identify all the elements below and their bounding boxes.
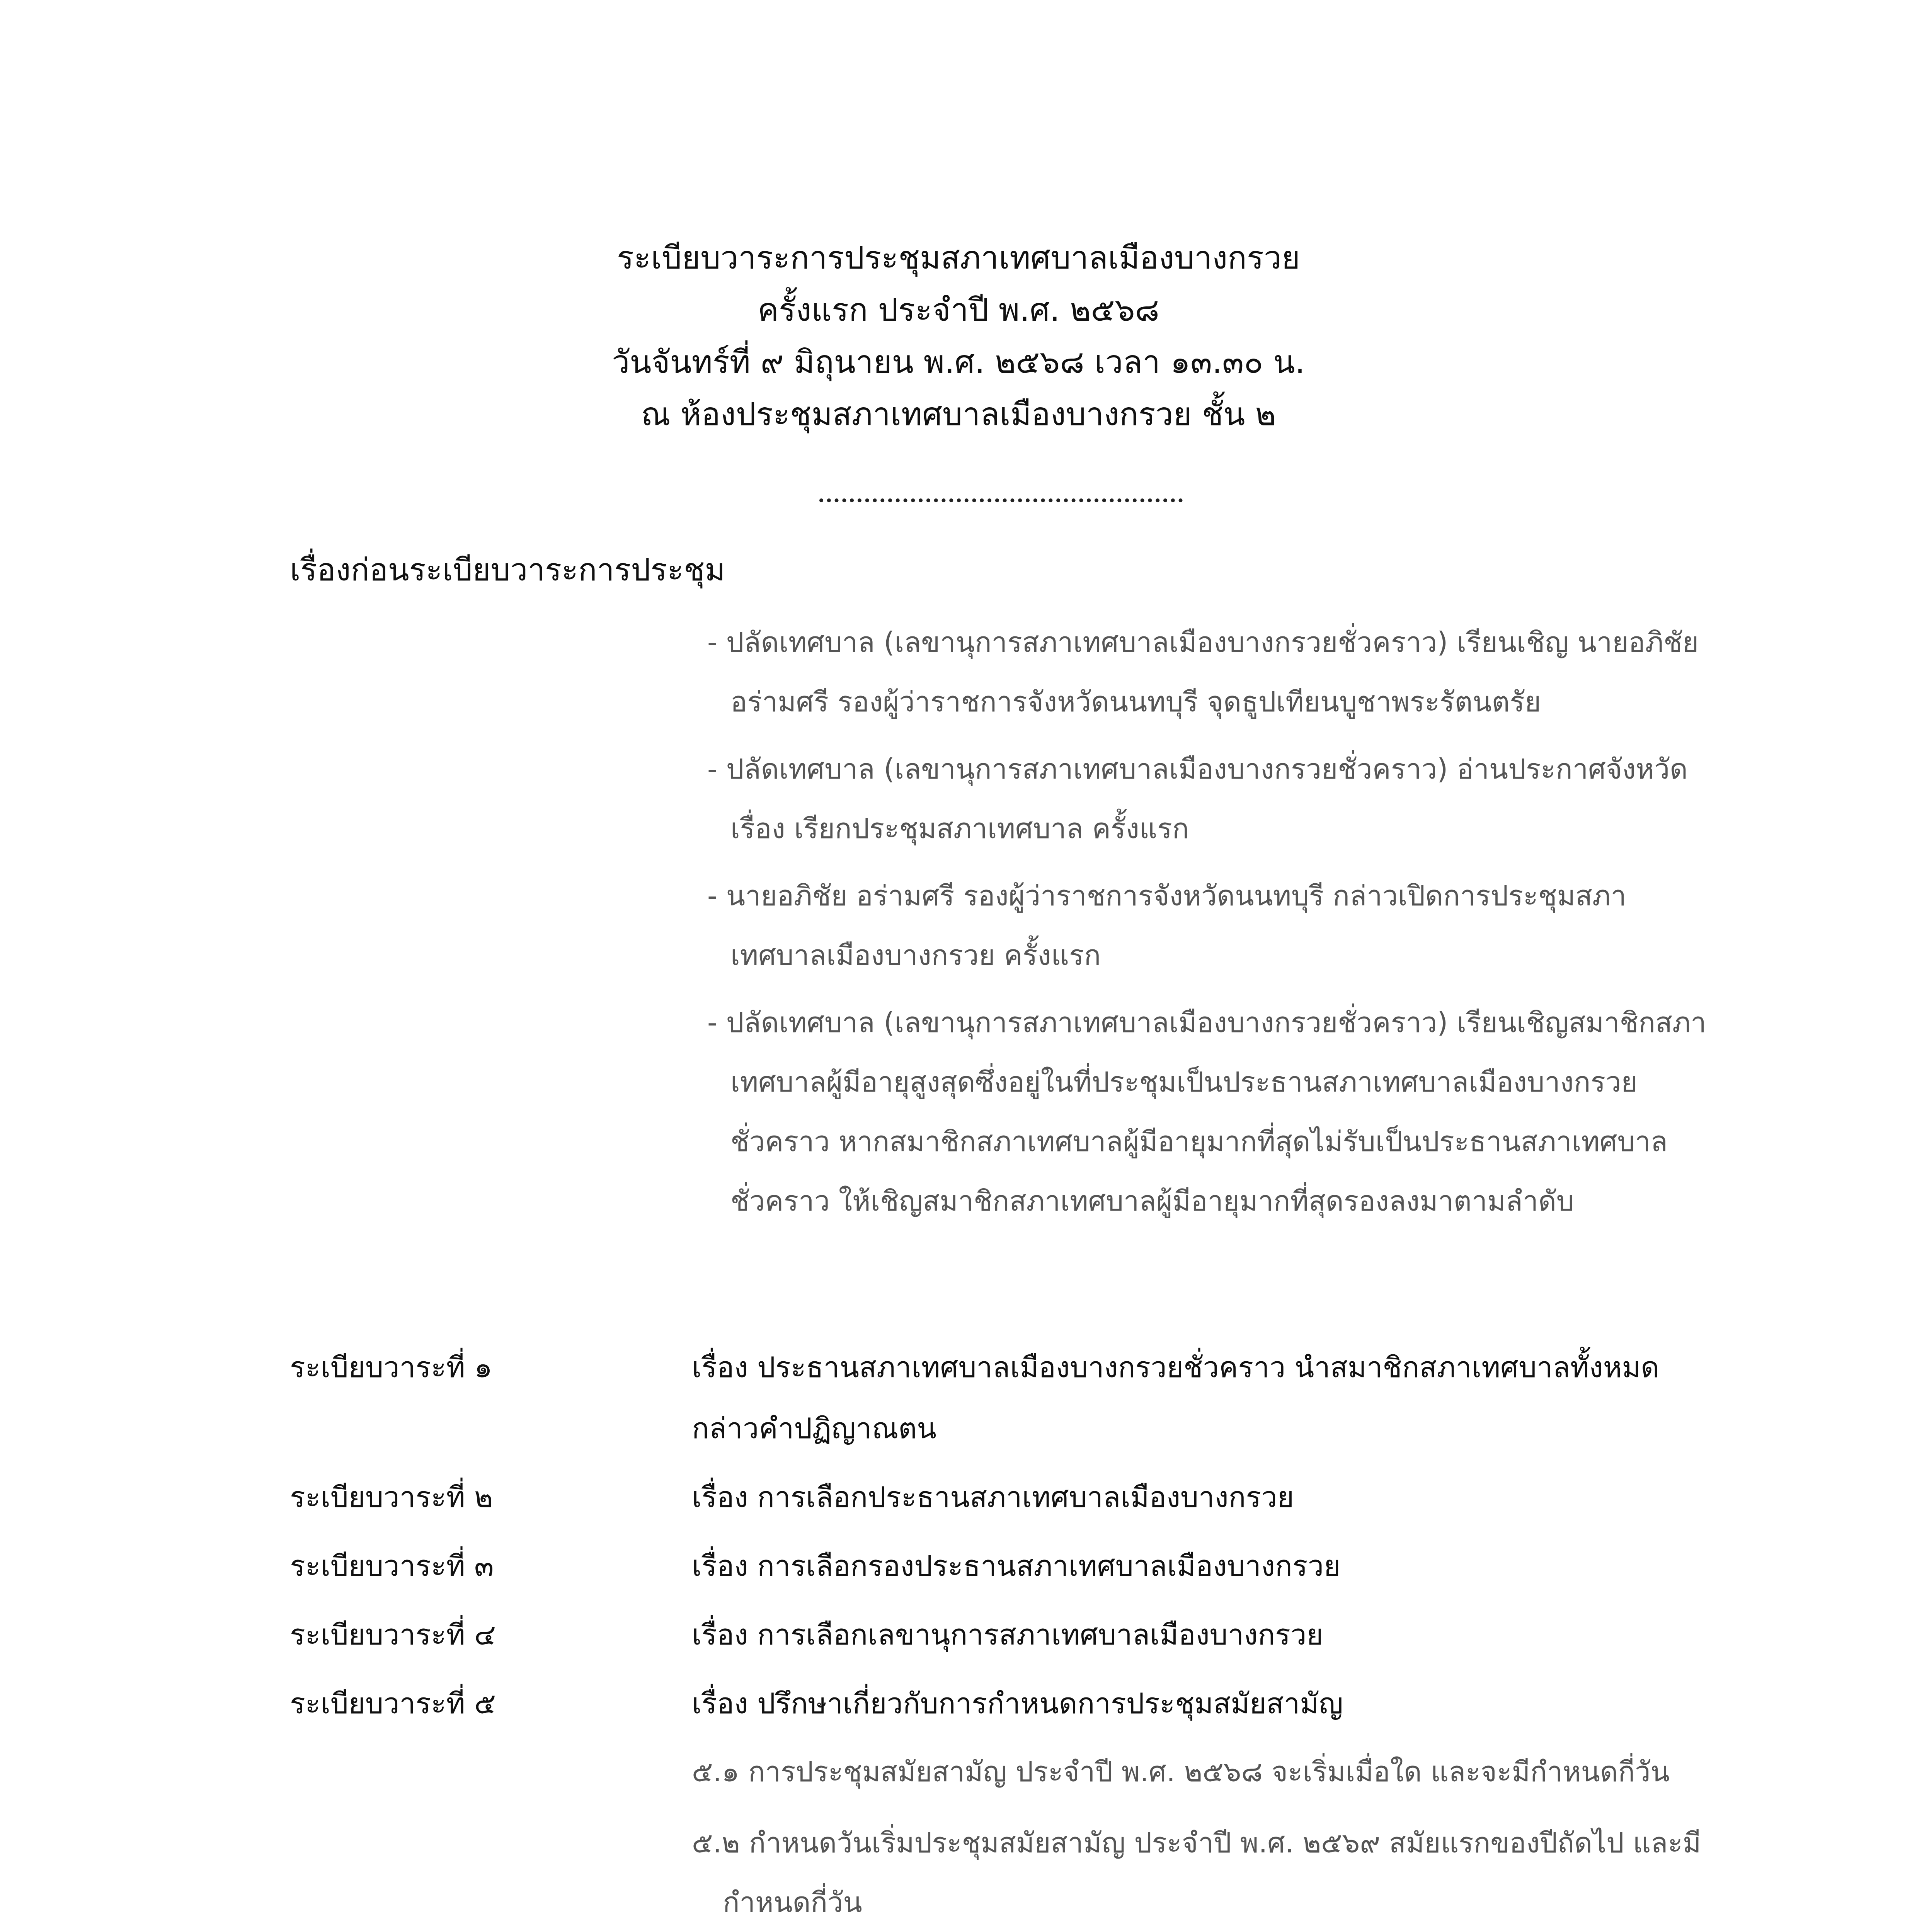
agenda-text: เรื่อง การเลือกรองประธานสภาเทศบาลเมืองบางกรวย xyxy=(692,1549,1341,1583)
pre-agenda-item-text: - ปลัดเทศบาล (เลขานุการสภาเทศบาลเมืองบางกรวยชั่วคราว) เรียนเชิญ นายอภิชัย อร่ามศรี รองผู้ว่าราชการจังหวัดนนทบุรี จุดธูปเทียนบูชาพระรัตนตรัย xyxy=(707,626,1699,718)
agenda-sub-item: ๕.๑ การประชุมสมัยสามัญ ประจำปี พ.ศ. ๒๕๖๘ จะเริ่มเมื่อใด และจะมีกำหนดกี่วัน xyxy=(692,1755,1670,1788)
agenda-item-3 xyxy=(290,1536,1720,1597)
header-title: ระเบียบวาระการประชุมสภาเทศบาลเมืองบางกรวย xyxy=(617,240,1300,276)
agenda-text: เรื่อง การเลือกประธานสภาเทศบาลเมืองบางกรวย xyxy=(692,1481,1294,1514)
pre-agenda-item xyxy=(707,739,1712,858)
agenda-text: เรื่อง ประธานสภาเทศบาลเมืองบางกรวยชั่วคราว นำสมาชิกสภาเทศบาลทั้งหมดกล่าวคำปฏิญาณตน xyxy=(692,1351,1660,1445)
header-session: ครั้งแรก ประจำปี พ.ศ. ๒๕๖๘ xyxy=(758,292,1159,328)
pre-agenda-item xyxy=(707,993,1712,1231)
agenda-item-5 xyxy=(290,1673,1720,1734)
header-venue: ณ ห้องประชุมสภาเทศบาลเมืองบางกรวย ชั้น ๒ xyxy=(641,396,1276,433)
agenda-label: ระเบียบวาระที่ ๓ xyxy=(290,1549,494,1583)
agenda-label: ระเบียบวาระที่ ๒ xyxy=(290,1481,493,1514)
agenda-item-2 xyxy=(290,1467,1720,1528)
header-datetime: วันจันทร์ที่ ๙ มิถุนายน พ.ศ. ๒๕๖๘ เวลา ๑๓.๓๐ น. xyxy=(612,344,1305,381)
pre-agenda-list xyxy=(707,612,1712,1238)
agenda-text: เรื่อง ปรึกษาเกี่ยวกับการกำหนดการประชุมสมัยสามัญ xyxy=(692,1687,1343,1720)
pre-agenda-item-text: - นายอภิชัย อร่ามศรี รองผู้ว่าราชการจังหวัดนนทบุรี กล่าวเปิดการประชุมสภาเทศบาลเมืองบางกรวย ครั้งแรก xyxy=(707,879,1626,971)
agenda-label: ระเบียบวาระที่ ๑ xyxy=(290,1351,492,1384)
agenda-label: ระเบียบวาระที่ ๕ xyxy=(290,1687,496,1720)
pre-agenda-item xyxy=(707,866,1712,985)
agenda-5-sub-list xyxy=(692,1742,1720,1932)
agenda-text: เรื่อง การเลือกเลขานุการสภาเทศบาลเมืองบางกรวย xyxy=(692,1618,1323,1651)
agenda-item-1 xyxy=(290,1337,1720,1459)
agenda-item-4 xyxy=(290,1604,1720,1665)
pre-agenda-item-text: - ปลัดเทศบาล (เลขานุการสภาเทศบาลเมืองบางกรวยชั่วคราว) เรียนเชิญสมาชิกสภาเทศบาลผู้มีอายุสูงสุดซึ่งอยู่ในที่ประชุมเป็นประธานสภาเทศบาลเมืองบางกรวยชั่วคราว หากสมาชิกสภาเทศบาลผู้มีอายุมากที่สุดไม่รับเป็นประธานสภาเทศบาลชั่วคราว ให้เชิญสมาชิกสภาเทศบาลผู้มีอายุมากที่สุดรองลงมาตามลำดับ xyxy=(707,1006,1706,1217)
agenda-sub-item: ๕.๒ กำหนดวันเริ่มประชุมสมัยสามัญ ประจำปี พ.ศ. ๒๕๖๙ สมัยแรกของปีถัดไป และมีกำหนดกี่วัน xyxy=(692,1827,1701,1918)
agenda-list xyxy=(290,1337,1720,1932)
pre-agenda-item-text: - ปลัดเทศบาล (เลขานุการสภาเทศบาลเมืองบางกรวยชั่วคราว) อ่านประกาศจังหวัด เรื่อง เรียกประชุมสภาเทศบาล ครั้งแรก xyxy=(707,753,1688,845)
agenda-label: ระเบียบวาระที่ ๔ xyxy=(290,1618,496,1651)
pre-agenda-item xyxy=(707,612,1712,731)
document-header xyxy=(0,232,1917,440)
pre-agenda-title: เรื่องก่อนระเบียบวาระการประชุม xyxy=(290,552,725,588)
dotted-divider xyxy=(819,498,1183,502)
